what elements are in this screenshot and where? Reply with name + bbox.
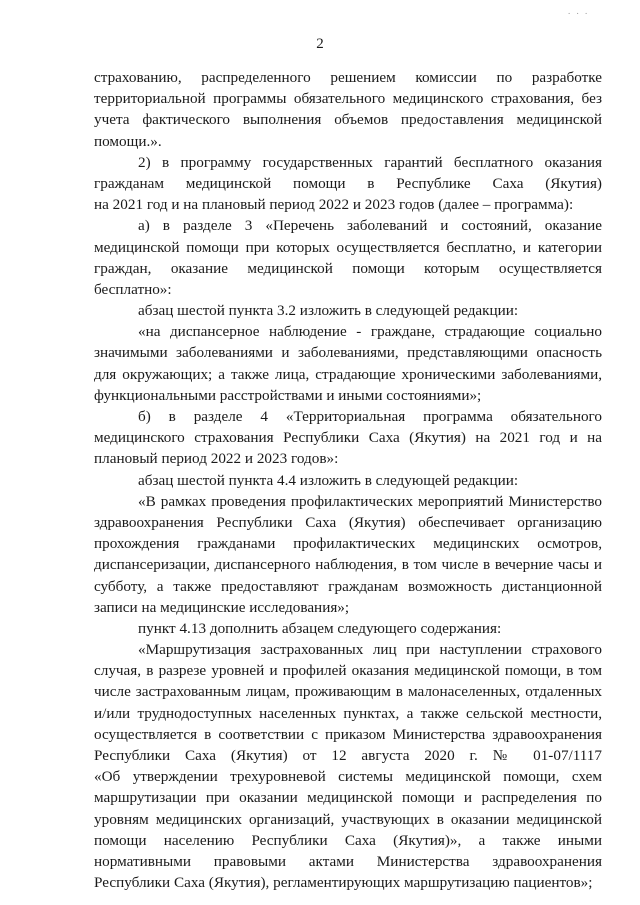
text-line: осуществляется в соответствии с приказом Министерства здравоохранения — [94, 725, 602, 743]
scan-mark: . . . — [568, 6, 590, 16]
text-line: прохождения гражданами профилактических медицинских осмотров, — [94, 535, 602, 553]
text-line: пункт 4.13 дополнить абзацем следующего содержания: — [138, 619, 502, 637]
text-line: случая, в разрезе уровней и профилей оказания медицинской помощи, в том — [94, 662, 602, 680]
page-number: 2 — [316, 36, 324, 52]
text-line: нормативными правовыми актами Министерства здравоохранения — [94, 852, 602, 870]
text-line: «В рамках проведения профилактических мероприятий Министерство — [138, 492, 602, 510]
text-line: здравоохранения Республики Саха (Якутия) обеспечивает организацию — [94, 513, 602, 531]
text-line: «Маршрутизация застрахованных лиц при наступлении страхового — [138, 641, 602, 659]
text-line: помощи населению Республики Саха (Якутия)», а также иными — [94, 831, 602, 849]
text-line: абзац шестой пункта 3.2 изложить в следующей редакции: — [138, 302, 519, 320]
text-line: медицинского страхования Республики Саха (Якутия) на 2021 год и на — [94, 429, 602, 447]
text-line: диспансеризации, диспансерного наблюдения, в том числе в вечерние часы и — [94, 556, 602, 574]
text-line: Республики Саха (Якутия), регламентирующих маршрутизацию пациентов»; — [94, 874, 593, 892]
text-line: б) в разделе 4 «Территориальная программа обязательного — [138, 408, 602, 425]
text-line: «Об утверждении трехуровневой системы медицинской помощи, схем — [94, 768, 602, 786]
text-line: значимыми заболеваниями и заболеваниями, представляющими опасность — [94, 344, 602, 362]
text-line: субботу, а также предоставляют гражданам возможность дистанционной — [94, 577, 602, 595]
text-line: страхованию, распределенного решением комиссии по разработке — [94, 69, 602, 86]
text-line: уровням медицинских организаций, участвующих в оказании медицинской — [94, 810, 602, 828]
text-line: учета фактического выполнения объемов предоставления медицинской — [94, 111, 602, 129]
text-line: граждан, оказание медицинской помощи которым осуществляется — [94, 259, 602, 277]
text-line: 2) в программу государственных гарантий бесплатного оказания — [138, 153, 602, 171]
text-line: и/или труднодоступных населенных пунктах, а также сельской местности, — [94, 704, 602, 722]
text-line: Республики Саха (Якутия) от 12 августа 2020 г. № 01-07/1117 — [94, 747, 602, 764]
text-line: а) в разделе 3 «Перечень заболеваний и состояний, оказание — [138, 217, 602, 235]
text-line: записи на медицинские исследования»; — [94, 598, 350, 616]
text-line: помощи.». — [94, 132, 162, 150]
text-line: медицинской помощи при которых осуществляется бесплатно, и категории — [94, 238, 602, 256]
text-line: плановый период 2022 и 2023 годов»: — [94, 450, 339, 468]
text-line: маршрутизации при оказании медицинской помощи и распределения по — [94, 789, 602, 807]
text-line: «на диспансерное наблюдение - граждане, страдающие социально — [138, 323, 602, 341]
text-line: гражданам медицинской помощи в Республике Саха (Якутия) — [94, 174, 602, 192]
text-line: абзац шестой пункта 4.4 изложить в следующей редакции: — [138, 471, 519, 489]
text-line: для окружающих; а также лица, страдающие хроническими заболеваниями, — [94, 365, 602, 383]
text-line: территориальной программы обязательного медицинского страхования, без — [94, 90, 602, 108]
text-line: функциональными расстройствами и иными состояниями»; — [94, 386, 482, 404]
text-line: числе застрахованным лицам, проживающим в малонаселенных, отдаленных — [94, 683, 602, 701]
text-line: на 2021 год и на плановый период 2022 и 2023 годов (далее – программа): — [94, 196, 574, 214]
text-line: бесплатно»: — [94, 280, 172, 298]
document-body — [94, 67, 602, 893]
